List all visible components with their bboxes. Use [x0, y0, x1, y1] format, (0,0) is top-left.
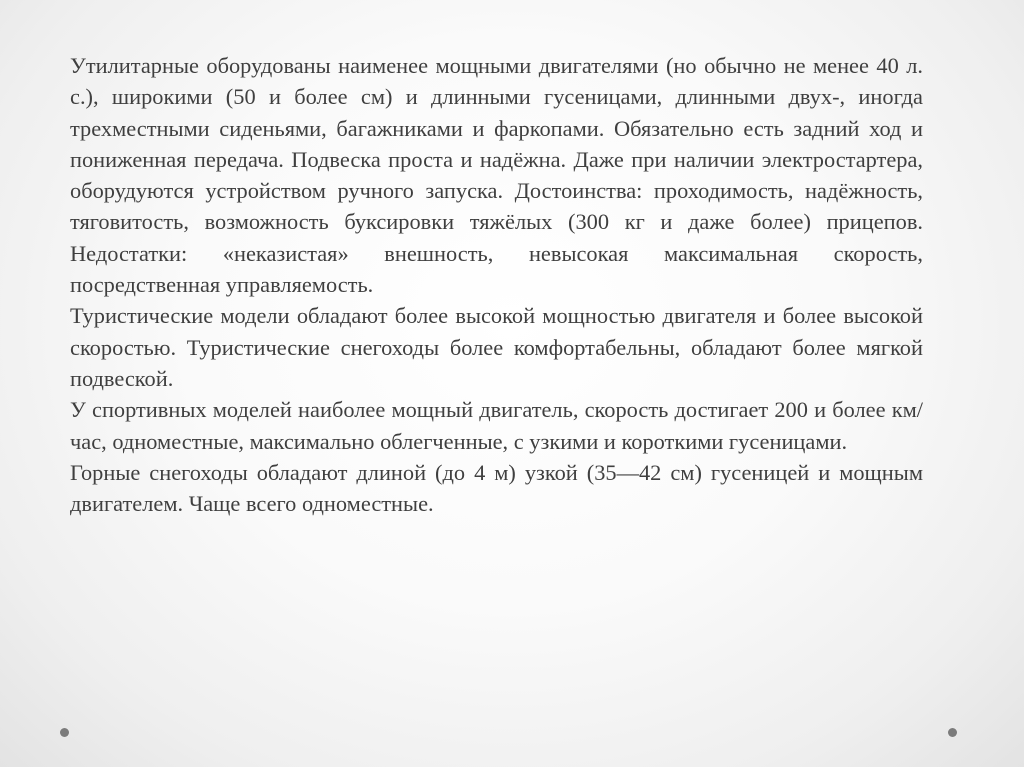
decorative-dot-left — [60, 728, 69, 737]
decorative-dot-right — [948, 728, 957, 737]
paragraph-utility-snowmobiles: Утилитарные оборудованы наименее мощными двигателями (но обычно не менее 40 л. с.), широкими (50 и более см) и длинными гусеницами, длинными двух-, иногда трехместными сиденьями, багажниками и фаркопами. Обязательно есть задний ход и пониженная передача. Подвеска проста и надёжна. Даже при наличии электростартера, оборудуются устройством ручного запуска. Достоинства: проходимость, надёжность, тяговитость, возможность буксировки тяжёлых (300 кг и даже более) прицепов. Недостатки: «неказистая» внешность, невысокая максимальная скорость, посредственная управляемость. — [70, 53, 923, 298]
paragraph-touring-snowmobiles: Туристические модели обладают более высокой мощностью двигателя и более высокой скоростью. Туристические снегоходы более комфортабельны, обладают более мягкой подвеской. — [70, 303, 923, 391]
paragraph-mountain-snowmobiles: Горные снегоходы обладают длиной (до 4 м) узкой (35—42 см) гусеницей и мощным двигателем. Чаще всего одноместные. — [70, 459, 923, 517]
slide-body-text — [70, 50, 923, 519]
paragraph-sport-snowmobiles: У спортивных моделей наиболее мощный двигатель, скорость достигает 200 и более км/час, одноместные, максимально облегченные, с узкими и короткими гусеницами. — [70, 397, 923, 454]
